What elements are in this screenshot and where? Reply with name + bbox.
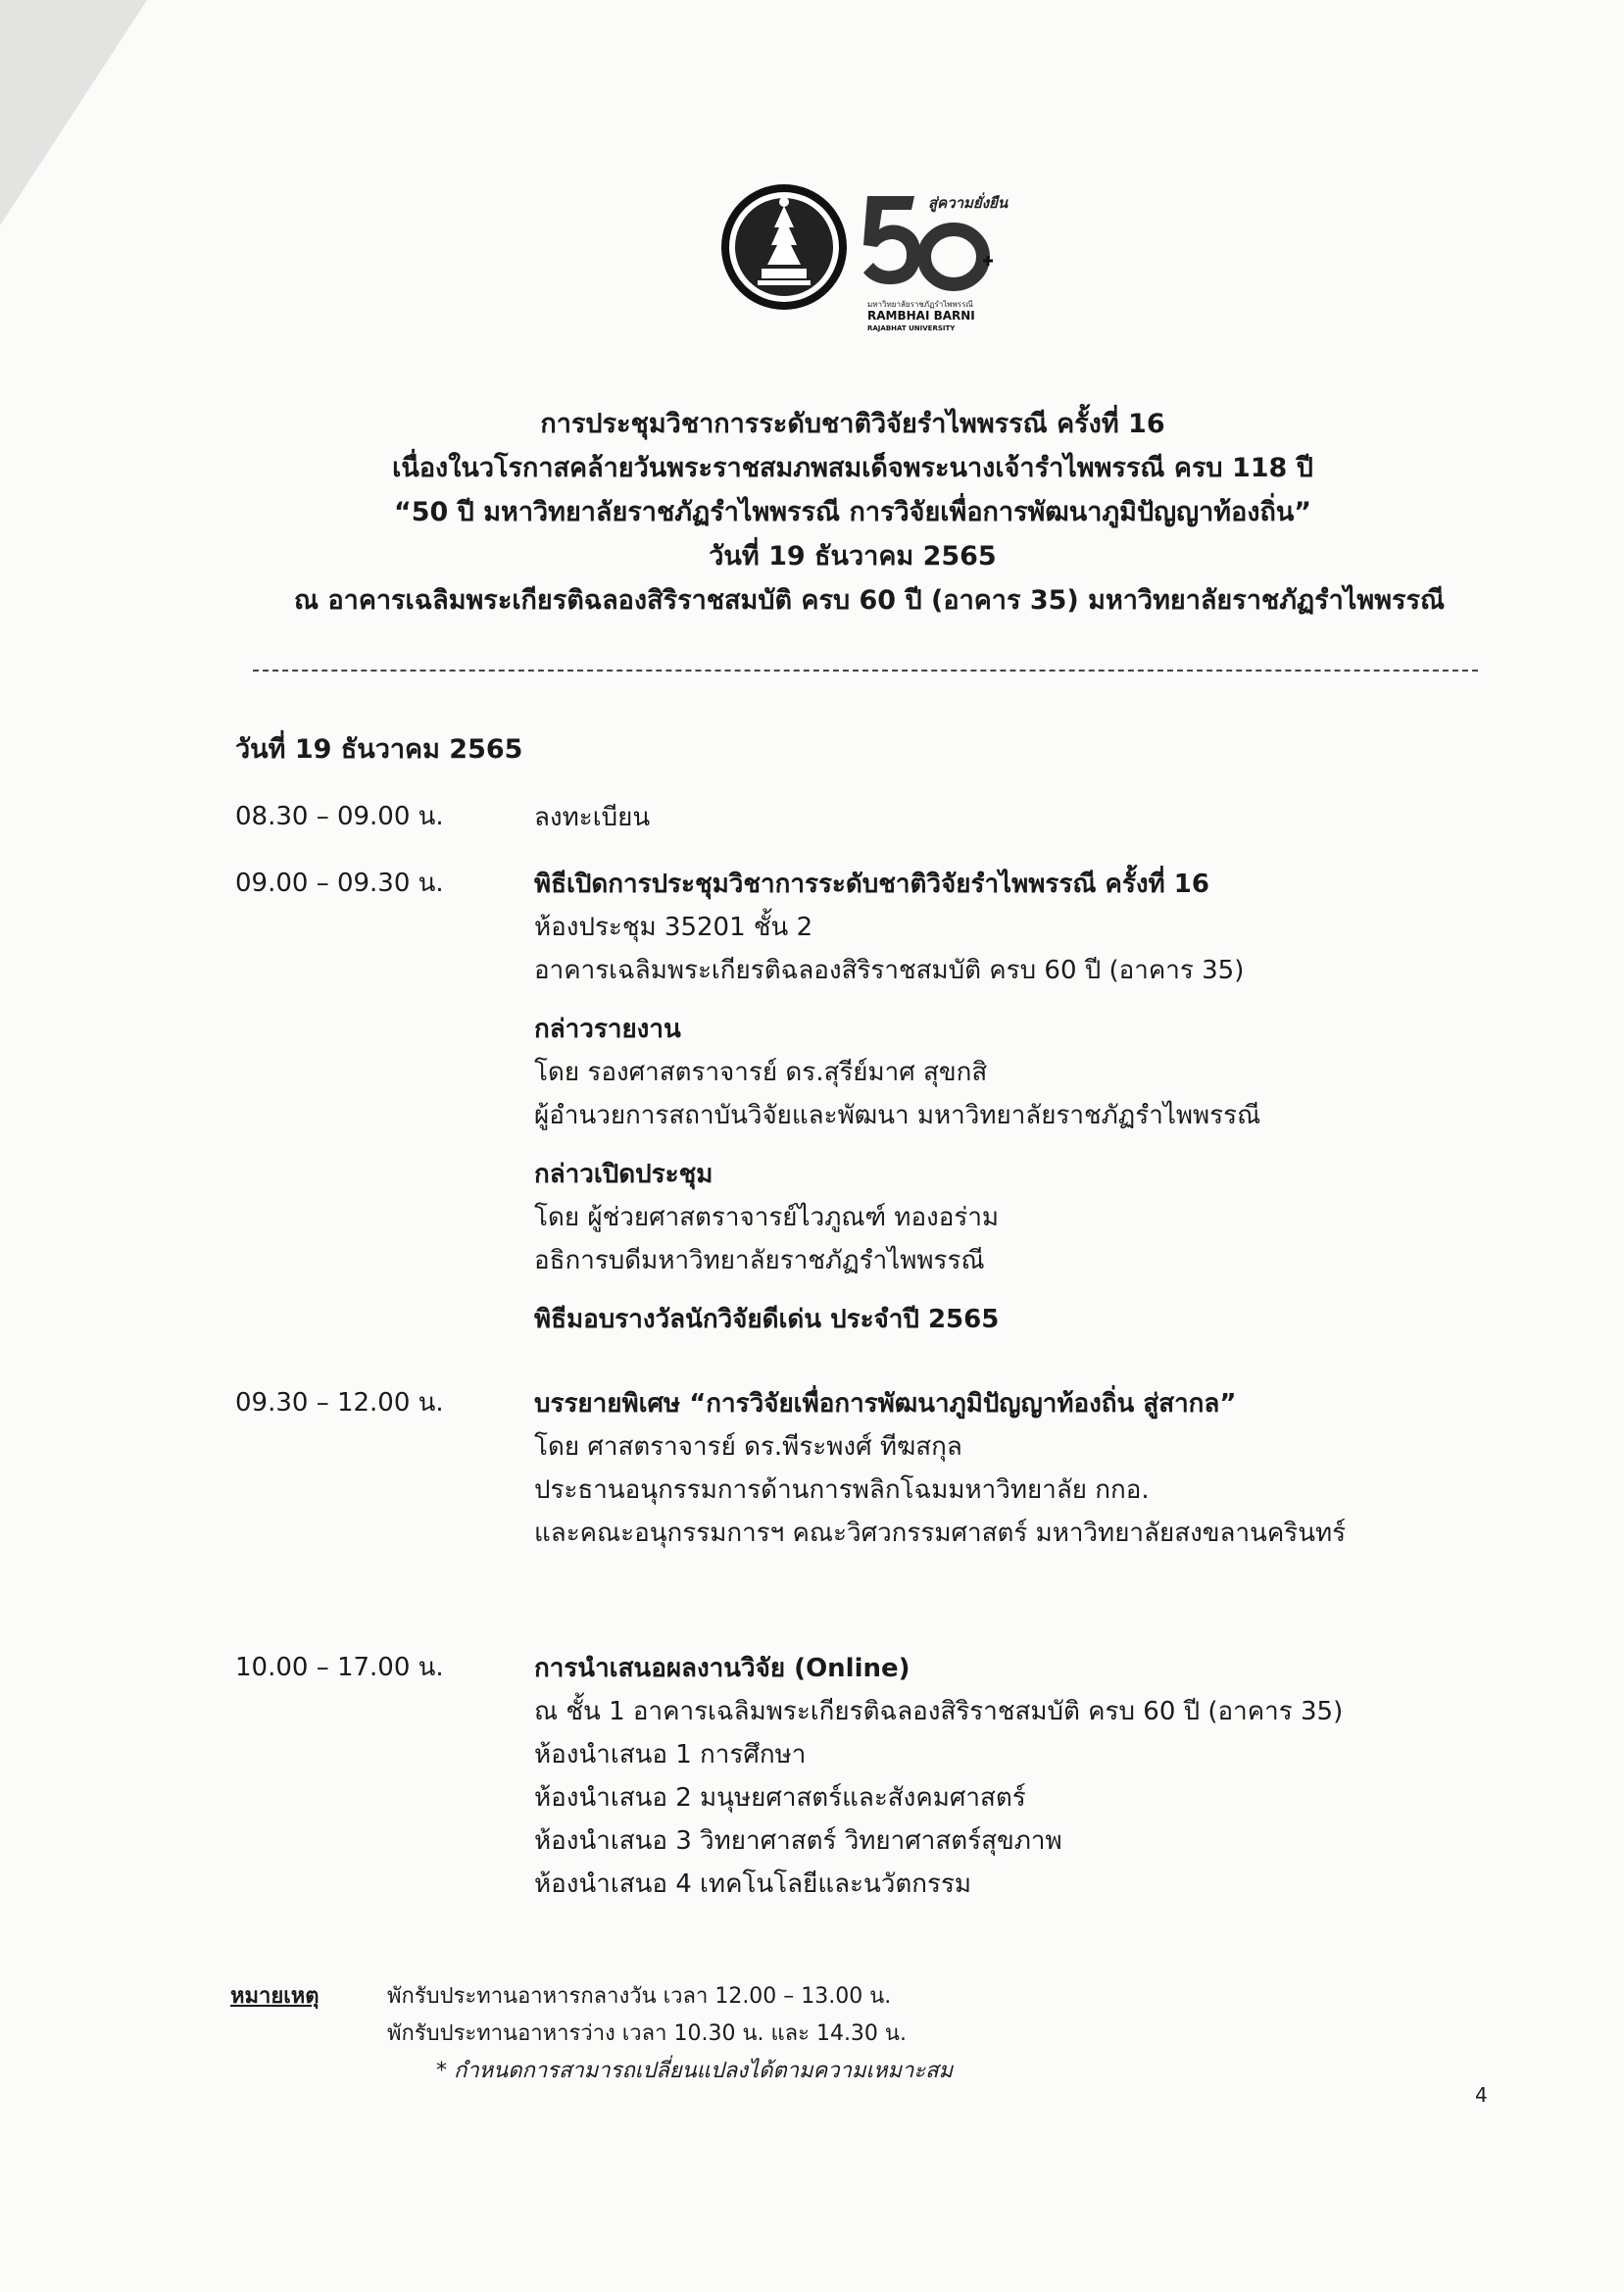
schedule-item: ลงทะเบียน — [534, 803, 651, 832]
schedule-item: ห้องนำเสนอ 3 วิทยาศาสตร์ วิทยาศาสตร์สุขภาพ — [534, 1826, 1062, 1856]
note-disclaimer: * กำหนดการสามารถเปลี่ยนแปลงได้ตามความเหมาะสม — [436, 2059, 954, 2083]
schedule-item: อาคารเฉลิมพระเกียรติฉลองสิริราชสมบัติ ครบ 60 ปี (อาคาร 35) — [534, 956, 1245, 985]
university-seal-icon — [721, 184, 847, 310]
header-theme: “50 ปี มหาวิทยาลัยราชภัฏรำไพพรรณี การวิจัยเพื่อการพัฒนาภูมิปัญญาท้องถิ่น” — [393, 497, 1312, 527]
schedule-item: ผู้อำนวยการสถาบันวิจัยและพัฒนา มหาวิทยาลัยราชภัฏรำไพพรรณี — [534, 1101, 1261, 1130]
schedule-time: 10.00 – 17.00 น. — [235, 1653, 444, 1682]
brand-thai-text: มหาวิทยาลัยราชภัฏรำไพพรรณี — [867, 300, 973, 309]
header-logos — [720, 167, 1044, 338]
schedule-item: และคณะอนุกรรมการฯ คณะวิศวกรรมศาสตร์ มหาวิทยาลัยสงขลานครินทร์ — [534, 1519, 1347, 1548]
schedule-date-heading: วันที่ 19 ธันวาคม 2565 — [235, 734, 523, 765]
schedule-item-title: บรรยายพิเศษ “การวิจัยเพื่อการพัฒนาภูมิปัญญาท้องถิ่น สู่สากล” — [534, 1389, 1237, 1419]
schedule-item-title: พิธีเปิดการประชุมวิชาการระดับชาติวิจัยรำไพพรรณี ครั้งที่ 16 — [534, 870, 1209, 899]
schedule-item: ประธานอนุกรรมการด้านการพลิกโฉมมหาวิทยาลัย กกอ. — [534, 1475, 1150, 1505]
schedule-item: โดย รองศาสตราจารย์ ดร.สุรีย์มาศ สุขกสิ — [534, 1058, 988, 1087]
schedule-item-title: พิธีมอบรางวัลนักวิจัยดีเด่น ประจำปี 2565 — [534, 1305, 1000, 1334]
schedule-item-title: กล่าวเปิดประชุม — [534, 1160, 714, 1189]
anniversary-script-text: สู่ความยั่งยืน — [928, 194, 1009, 212]
schedule-item: ห้องประชุม 35201 ชั้น 2 — [534, 913, 813, 942]
page-number: 4 — [1475, 2083, 1488, 2107]
schedule-content — [534, 1647, 1514, 1906]
note-line: พักรับประทานอาหารว่าง เวลา 10.30 น. และ 14.30 น. — [387, 2021, 907, 2046]
brand-name-text: RAMBHAI BARNI — [867, 309, 975, 323]
header-title: การประชุมวิชาการระดับชาติวิจัยรำไพพรรณี ครั้งที่ 16 — [540, 409, 1165, 439]
brand-sub-text: RAJABHAT UNIVERSITY — [867, 324, 956, 332]
schedule-content — [534, 796, 1514, 839]
schedule-item: อธิการบดีมหาวิทยาลัยราชภัฏรำไพพรรณี — [534, 1246, 985, 1275]
schedule-item: โดย ศาสตราจารย์ ดร.พีระพงศ์ ทีฆสกุล — [534, 1432, 962, 1462]
schedule-content — [534, 1382, 1514, 1555]
conference-header — [216, 402, 1490, 623]
schedule-time: 09.00 – 09.30 น. — [235, 869, 444, 898]
header-venue: ณ อาคารเฉลิมพระเกียรติฉลองสิริราชสมบัติ ครบ 60 ปี (อาคาร 35) มหาวิทยาลัยราชภัฏรำไพพรรณี — [294, 585, 1446, 616]
schedule-item: ห้องนำเสนอ 4 เทคโนโลยีและนวัตกรรม — [534, 1869, 972, 1899]
schedule-item: ห้องนำเสนอ 1 การศึกษา — [534, 1740, 807, 1769]
header-date: วันที่ 19 ธันวาคม 2565 — [709, 541, 997, 572]
schedule-time: 08.30 – 09.00 น. — [235, 802, 444, 831]
schedule-time: 09.30 – 12.00 น. — [235, 1388, 444, 1418]
schedule-item-title: กล่าวรายงาน — [534, 1015, 681, 1044]
schedule-item: ณ ชั้น 1 อาคารเฉลิมพระเกียรติฉลองสิริราชสมบัติ ครบ 60 ปี (อาคาร 35) — [534, 1697, 1344, 1726]
folded-corner-shadow — [0, 0, 147, 225]
dashed-divider — [253, 670, 1478, 672]
note-label: หมายเหตุ — [230, 1984, 320, 2009]
university-logos-graphic — [720, 167, 1044, 338]
schedule-content — [534, 863, 1514, 1341]
note-line: พักรับประทานอาหารกลางวัน เวลา 12.00 – 13.00 น. — [387, 1984, 892, 2009]
schedule-item: ห้องนำเสนอ 2 มนุษยศาสตร์และสังคมศาสตร์ — [534, 1783, 1026, 1813]
header-occasion: เนื่องในวโรกาสคล้ายวันพระราชสมภพสมเด็จพระนางเจ้ารำไพพรรณี ครบ 118 ปี — [392, 453, 1313, 483]
schedule-item-title: การนำเสนอผลงานวิจัย (Online) — [534, 1654, 910, 1683]
note-lines — [387, 1978, 1132, 2090]
schedule-item: โดย ผู้ช่วยศาสตราจารย์ไวภูณฑ์ ทองอร่าม — [534, 1203, 1000, 1232]
